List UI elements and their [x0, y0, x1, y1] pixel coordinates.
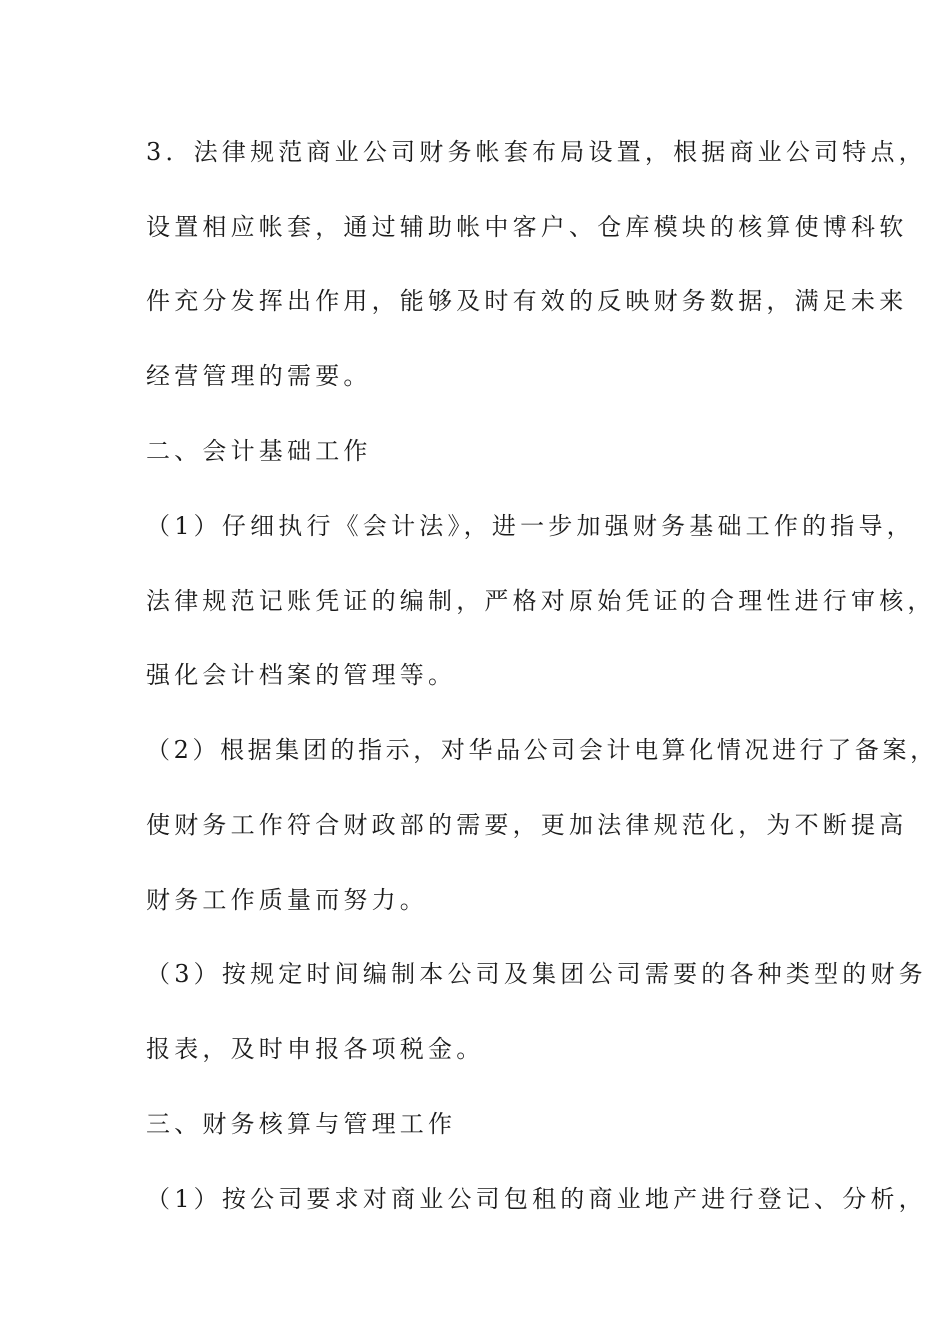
item-3-line-2: 报表，及时申报各项税金。	[146, 1035, 485, 1063]
item-1-line-1: （1）仔细执行《会计法》，进一步加强财务基础工作的指导，	[146, 512, 915, 540]
paragraph-3-line-4: 经营管理的需要。	[146, 362, 372, 390]
item-2-line-1: （2）根据集团的指示，对华品公司会计电算化情况进行了备案，	[146, 736, 938, 764]
item-3-line-1: （3）按规定时间编制本公司及集团公司需要的各种类型的财务	[146, 960, 927, 988]
paragraph-3-line-3: 件充分发挥出作用，能够及时有效的反映财务数据，满足未来	[146, 287, 908, 315]
item-2-line-2: 使财务工作符合财政部的需要，更加法律规范化，为不断提高	[146, 811, 908, 839]
section-heading-financial-accounting: 三、财务核算与管理工作	[146, 1110, 457, 1138]
item-2-line-3: 财务工作质量而努力。	[146, 886, 428, 914]
item-1-line-3: 强化会计档案的管理等。	[146, 661, 457, 689]
item-1-line-1-section-3: （1）按公司要求对商业公司包租的商业地产进行登记、分析，	[146, 1185, 927, 1213]
item-1-line-2: 法律规范记账凭证的编制，严格对原始凭证的合理性进行审核，	[146, 587, 936, 615]
section-heading-accounting-basics: 二、会计基础工作	[146, 437, 372, 465]
paragraph-3-line-2: 设置相应帐套，通过辅助帐中客户、仓库模块的核算使博科软	[146, 213, 908, 241]
paragraph-3-line-1: 3．法律规范商业公司财务帐套布局设置，根据商业公司特点，	[146, 138, 927, 166]
